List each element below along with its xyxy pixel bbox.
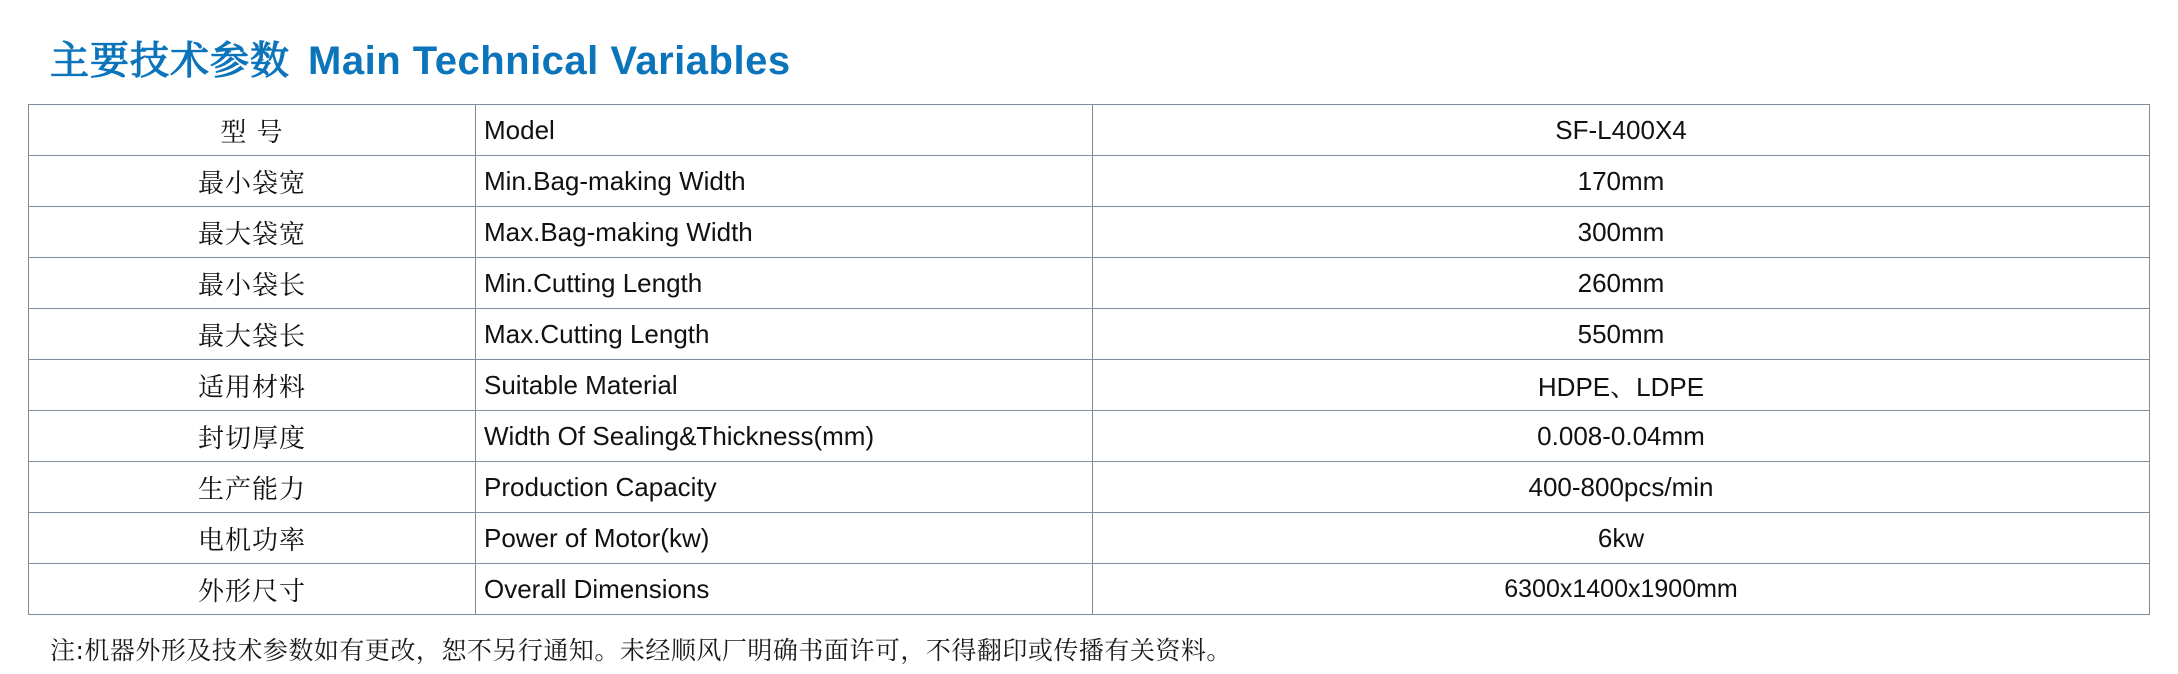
row-label-english: Production Capacity [476, 462, 1093, 513]
row-value: 400-800pcs/min [1093, 462, 2150, 513]
table-row [29, 513, 2150, 564]
row-value: 300mm [1093, 207, 2150, 258]
table-row [29, 309, 2150, 360]
row-label-english: Max.Bag-making Width [476, 207, 1093, 258]
table-row [29, 462, 2150, 513]
technical-variables-table [28, 104, 2150, 615]
table-row [29, 105, 2150, 156]
row-label-chinese: 生产能力 [29, 462, 476, 513]
row-label-chinese: 最大袋宽 [29, 207, 476, 258]
table-body [29, 105, 2150, 615]
row-value: 170mm [1093, 156, 2150, 207]
table-row [29, 564, 2150, 615]
row-label-chinese: 型 号 [29, 105, 476, 156]
page-title [28, 30, 2150, 86]
row-label-chinese: 最大袋长 [29, 309, 476, 360]
row-label-english: Min.Bag-making Width [476, 156, 1093, 207]
table-row [29, 360, 2150, 411]
row-value: 6300x1400x1900mm [1093, 564, 2150, 615]
row-value: 0.008-0.04mm [1093, 411, 2150, 462]
row-label-english: Max.Cutting Length [476, 309, 1093, 360]
row-label-chinese: 封切厚度 [29, 411, 476, 462]
row-label-chinese: 适用材料 [29, 360, 476, 411]
row-label-english: Width Of Sealing&Thickness(mm) [476, 411, 1093, 462]
row-value: 6kw [1093, 513, 2150, 564]
row-label-chinese: 外形尺寸 [29, 564, 476, 615]
page-title-chinese: 主要技术参数 [50, 39, 291, 84]
row-value: HDPE、LDPE [1093, 360, 2150, 411]
row-label-chinese: 电机功率 [29, 513, 476, 564]
row-label-english: Model [476, 105, 1093, 156]
disclaimer-note: 注:机器外形及技术参数如有更改，恕不另行通知。未经顺风厂明确书面许可，不得翻印或传播有关资料。 [50, 636, 1232, 665]
row-value: 260mm [1093, 258, 2150, 309]
row-label-english: Power of Motor(kw) [476, 513, 1093, 564]
row-label-english: Min.Cutting Length [476, 258, 1093, 309]
row-value: SF-L400X4 [1093, 105, 2150, 156]
page-title-english: Main Technical Variables [308, 39, 791, 83]
row-label-english: Suitable Material [476, 360, 1093, 411]
row-label-english: Overall Dimensions [476, 564, 1093, 615]
table-row [29, 411, 2150, 462]
row-value: 550mm [1093, 309, 2150, 360]
table-row [29, 258, 2150, 309]
table-row [29, 156, 2150, 207]
row-label-chinese: 最小袋宽 [29, 156, 476, 207]
table-row [29, 207, 2150, 258]
row-label-chinese: 最小袋长 [29, 258, 476, 309]
